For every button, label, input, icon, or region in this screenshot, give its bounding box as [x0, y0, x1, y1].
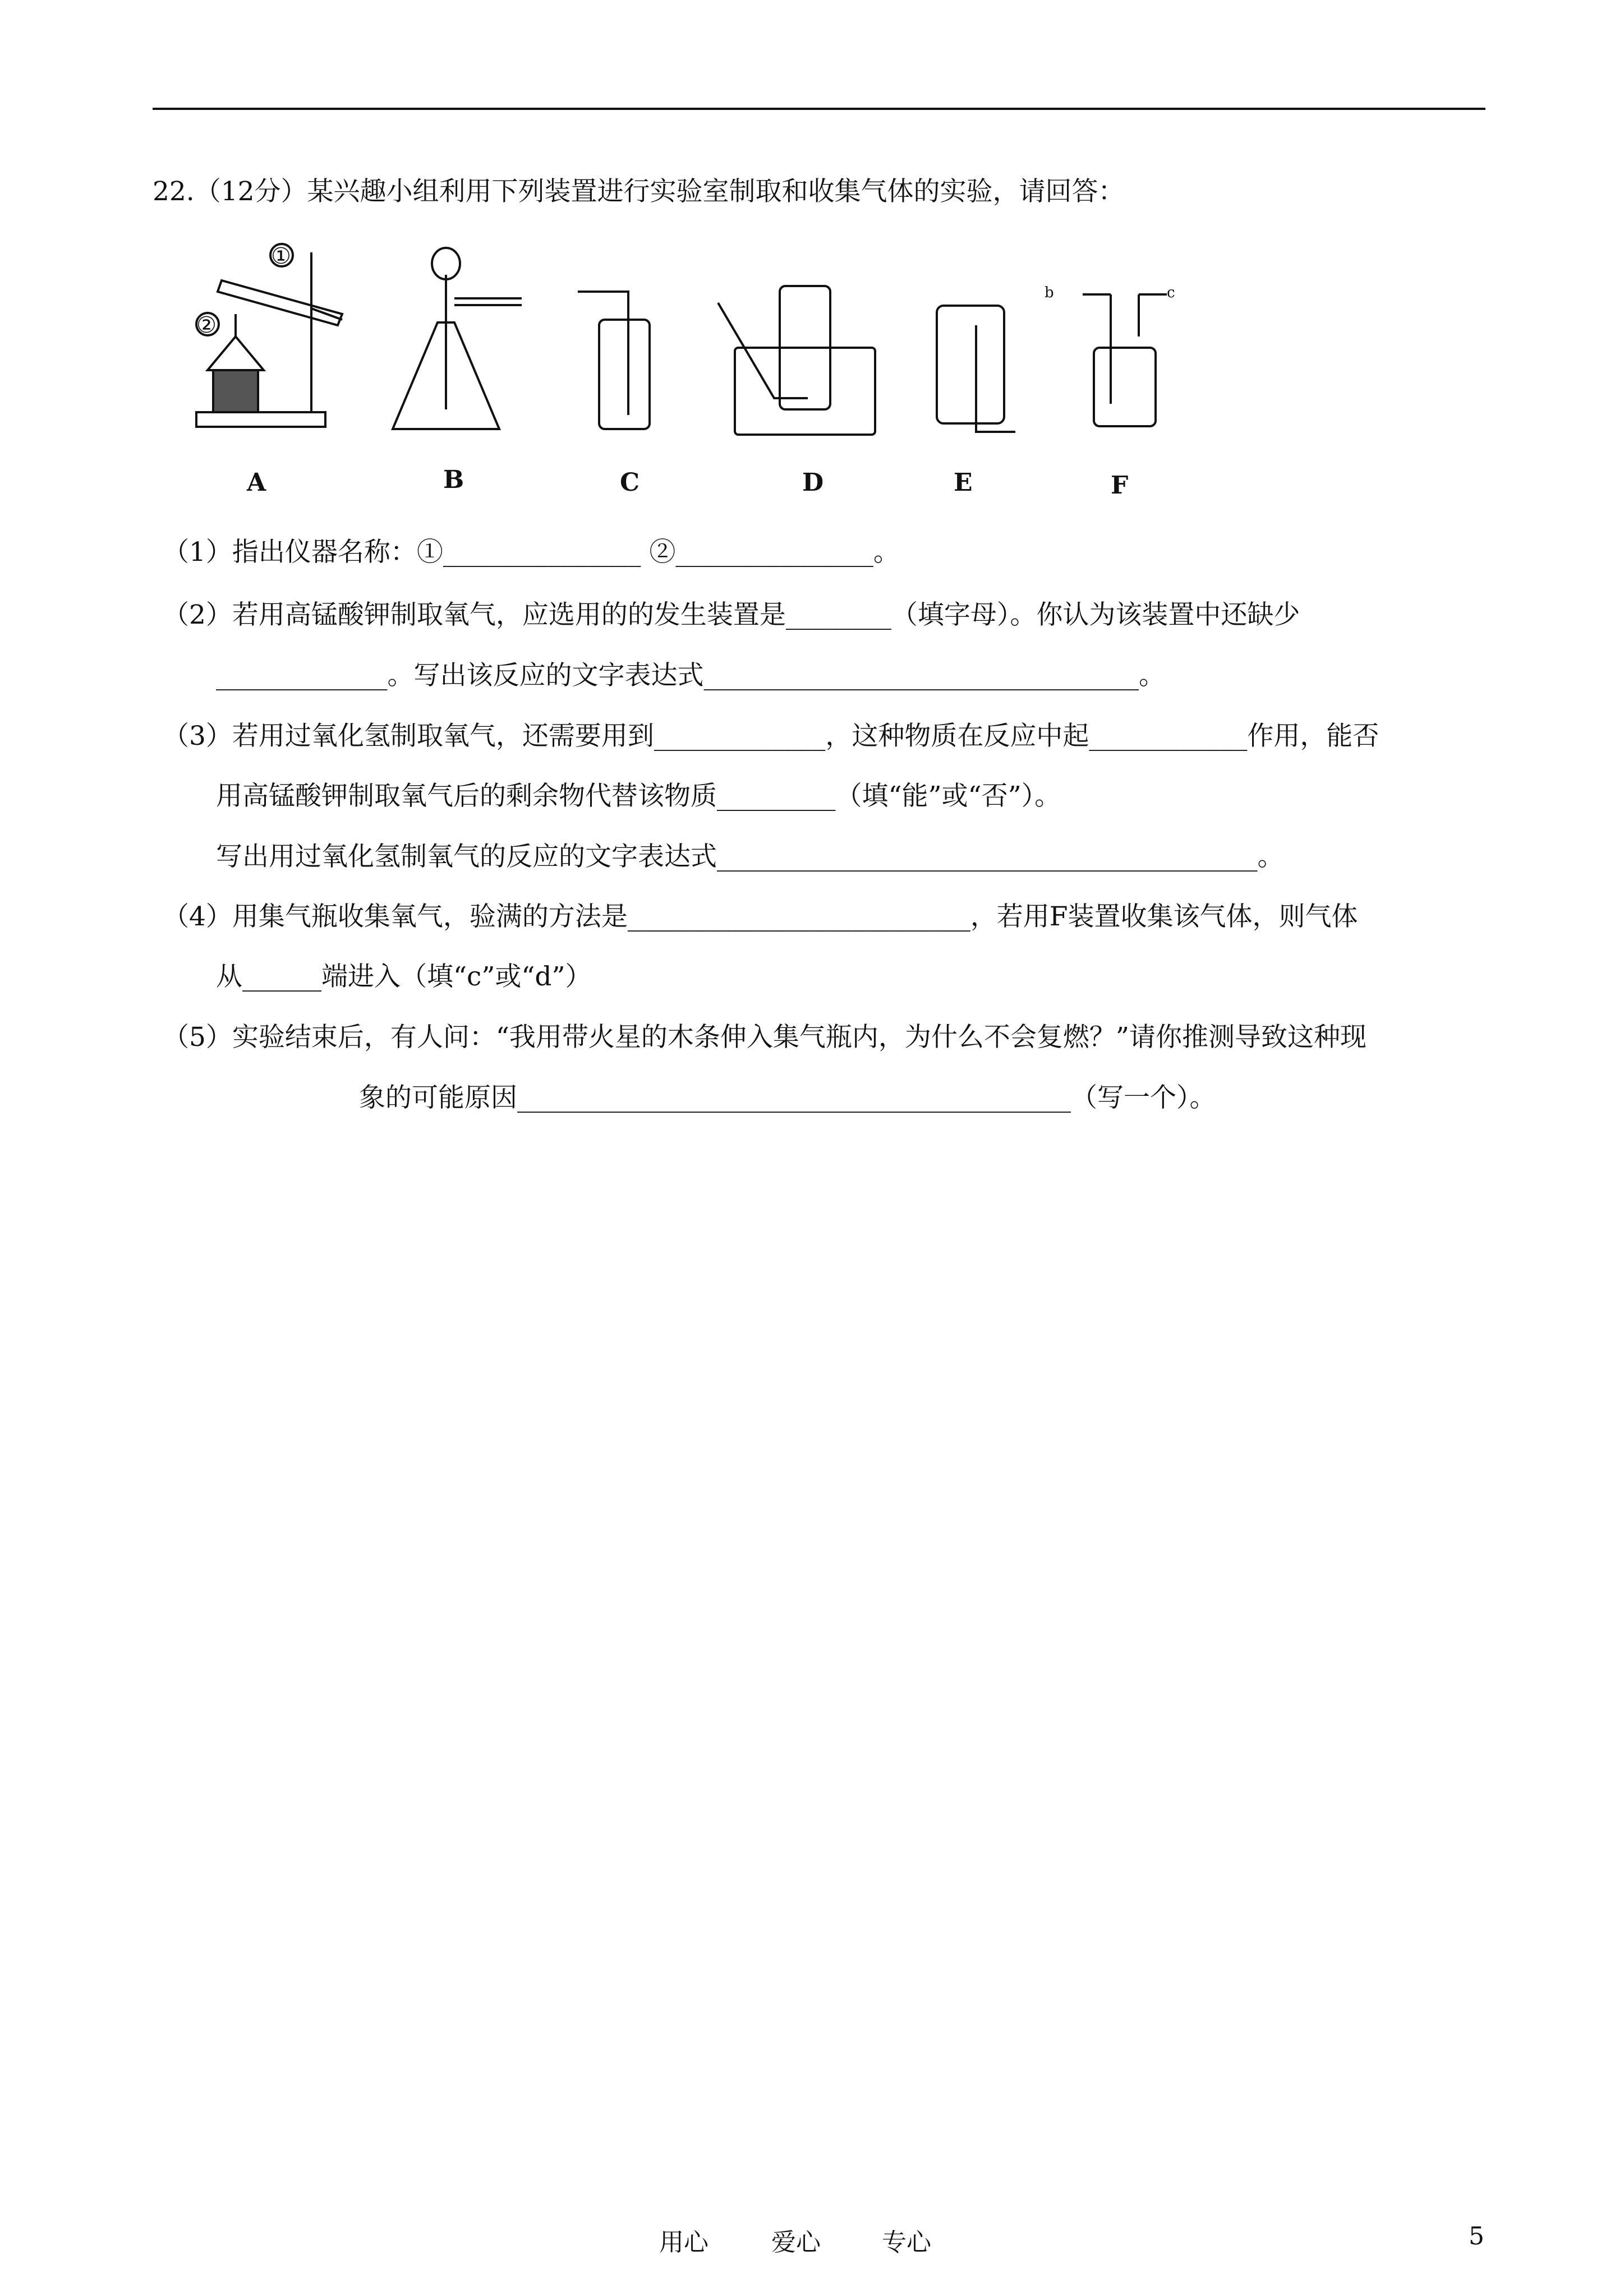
q-line-8: 从______端进入（填“c”或“d”） [216, 961, 592, 992]
q-line-9: （5）实验结束后，有人问：“我用带火星的木条伸入集气瓶内，为什么不会复燃？”请你推测导致这种现 [163, 1022, 1367, 1053]
header-rule [153, 108, 1485, 110]
label-B: B [443, 465, 464, 494]
label-D: D [802, 468, 824, 497]
label-F: F [1111, 471, 1129, 500]
q-line-2: （2）若用高锰酸钾制取氧气，应选用的的发生装置是________（填字母）。你认为该装置中还缺少 [163, 600, 1300, 630]
label-E: E [954, 468, 973, 497]
q-line-7: （4）用集气瓶收集氧气，验满的方法是__________________________，若用F装置收集该气体，则气体 [163, 901, 1358, 932]
label-C: C [620, 468, 640, 497]
port-c: c [1167, 284, 1175, 301]
q-line-5: 用高锰酸钾制取氧气后的剩余物代替该物质_________（填“能”或“否”）。 [216, 781, 1061, 812]
q-line-4: （3）若用过氧化氢制取氧气，还需要用到_____________，这种物质在反应中起____________作用，能否 [163, 721, 1379, 751]
label-A: A [247, 468, 266, 497]
q-line-6: 写出用过氧化氢制氧气的反应的文字表达式_________________________________________。 [216, 841, 1284, 872]
marker-2: ② [196, 312, 217, 338]
page-number: 5 [1469, 2222, 1484, 2251]
footer-slogan-2: 爱心 [771, 2228, 821, 2257]
footer-slogan-1: 用心 [659, 2228, 709, 2257]
question-header: 22.（12分）某兴趣小组利用下列装置进行实验室制取和收集气体的实验，请回答： [153, 176, 1125, 207]
footer-slogan-3: 专心 [882, 2228, 931, 2257]
q-line-3: _____________。写出该反应的文字表达式_________________________________。 [216, 660, 1165, 691]
apparatus-diagram [163, 236, 1175, 505]
port-b: b [1045, 284, 1054, 301]
marker-1: ① [271, 243, 291, 269]
q-line-1: （1）指出仪器名称：①_______________ ②_______________。 [163, 537, 900, 568]
q-line-10: 象的可能原因__________________________________________（写一个）。 [359, 1082, 1216, 1113]
